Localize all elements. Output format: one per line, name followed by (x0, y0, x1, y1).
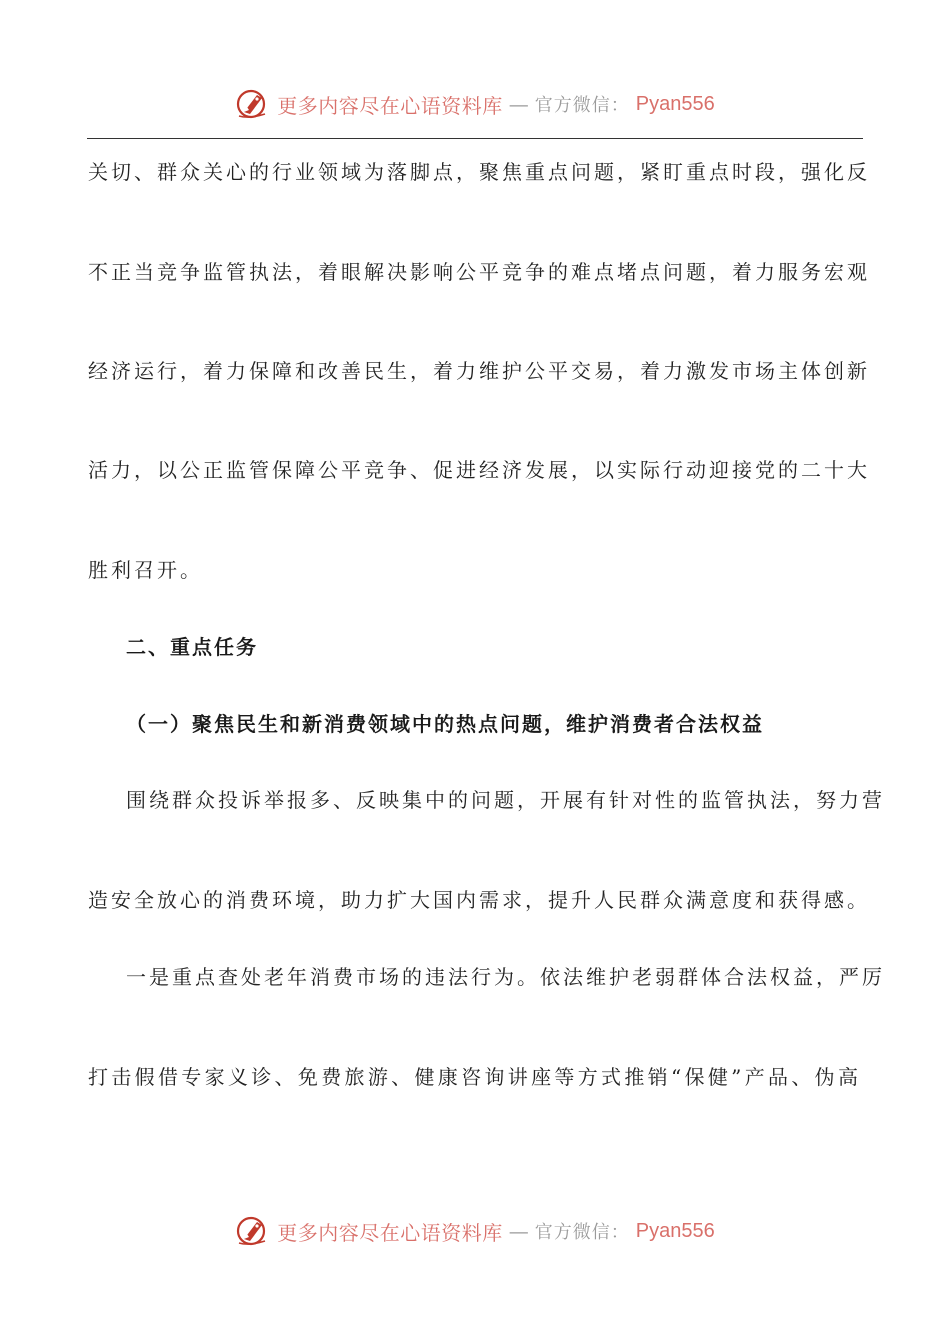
para1-line-3: 经济运行，着力保障和改善民生，着力维护公平交易，着力激发市场主体创新 (88, 359, 870, 383)
para3-line-2: 打击假借专家义诊、免费旅游、健康咨询讲座等方式推销“保健”产品、伪高 (88, 1065, 861, 1089)
pen-nib-circle-icon (235, 1213, 271, 1249)
wechat-label: 官方微信： (534, 1222, 630, 1243)
page-header (0, 84, 950, 124)
wechat-id: Pyan556 (635, 1219, 715, 1242)
brand-dash: — (508, 92, 529, 116)
header-divider (87, 138, 863, 139)
para1-line-1: 关切、群众关心的行业领域为落脚点，聚焦重点问题，紧盯重点时段，强化反 (88, 160, 870, 184)
page-footer (0, 1211, 950, 1251)
brand-dash: — (508, 1219, 529, 1243)
para3-line-1: 一是重点查处老年消费市场的违法行为。依法维护老弱群体合法权益，严厉 (126, 965, 885, 989)
brand-name: 更多内容尽在心语资料库 (277, 1220, 503, 1245)
subsection-heading: （一）聚焦民生和新消费领域中的热点问题，维护消费者合法权益 (126, 712, 764, 736)
para2-line-1: 围绕群众投诉举报多、反映集中的问题，开展有针对性的监管执法，努力营 (126, 788, 885, 812)
pen-nib-circle-icon (235, 86, 271, 122)
wechat-id: Pyan556 (635, 92, 715, 115)
para1-line-5: 胜利召开。 (88, 558, 203, 582)
footer-brand (235, 1213, 714, 1249)
para1-line-2: 不正当竞争监管执法，着眼解决影响公平竞争的难点堵点问题，着力服务宏观 (88, 260, 870, 284)
para2-line-2: 造安全放心的消费环境，助力扩大国内需求，提升人民群众满意度和获得感。 (88, 888, 870, 912)
wechat-label: 官方微信： (534, 95, 630, 116)
para1-line-4: 活力，以公正监管保障公平竞争、促进经济发展，以实际行动迎接党的二十大 (88, 458, 870, 482)
brand-name: 更多内容尽在心语资料库 (277, 93, 503, 118)
header-brand (235, 86, 714, 122)
section-heading: 二、重点任务 (126, 635, 258, 659)
